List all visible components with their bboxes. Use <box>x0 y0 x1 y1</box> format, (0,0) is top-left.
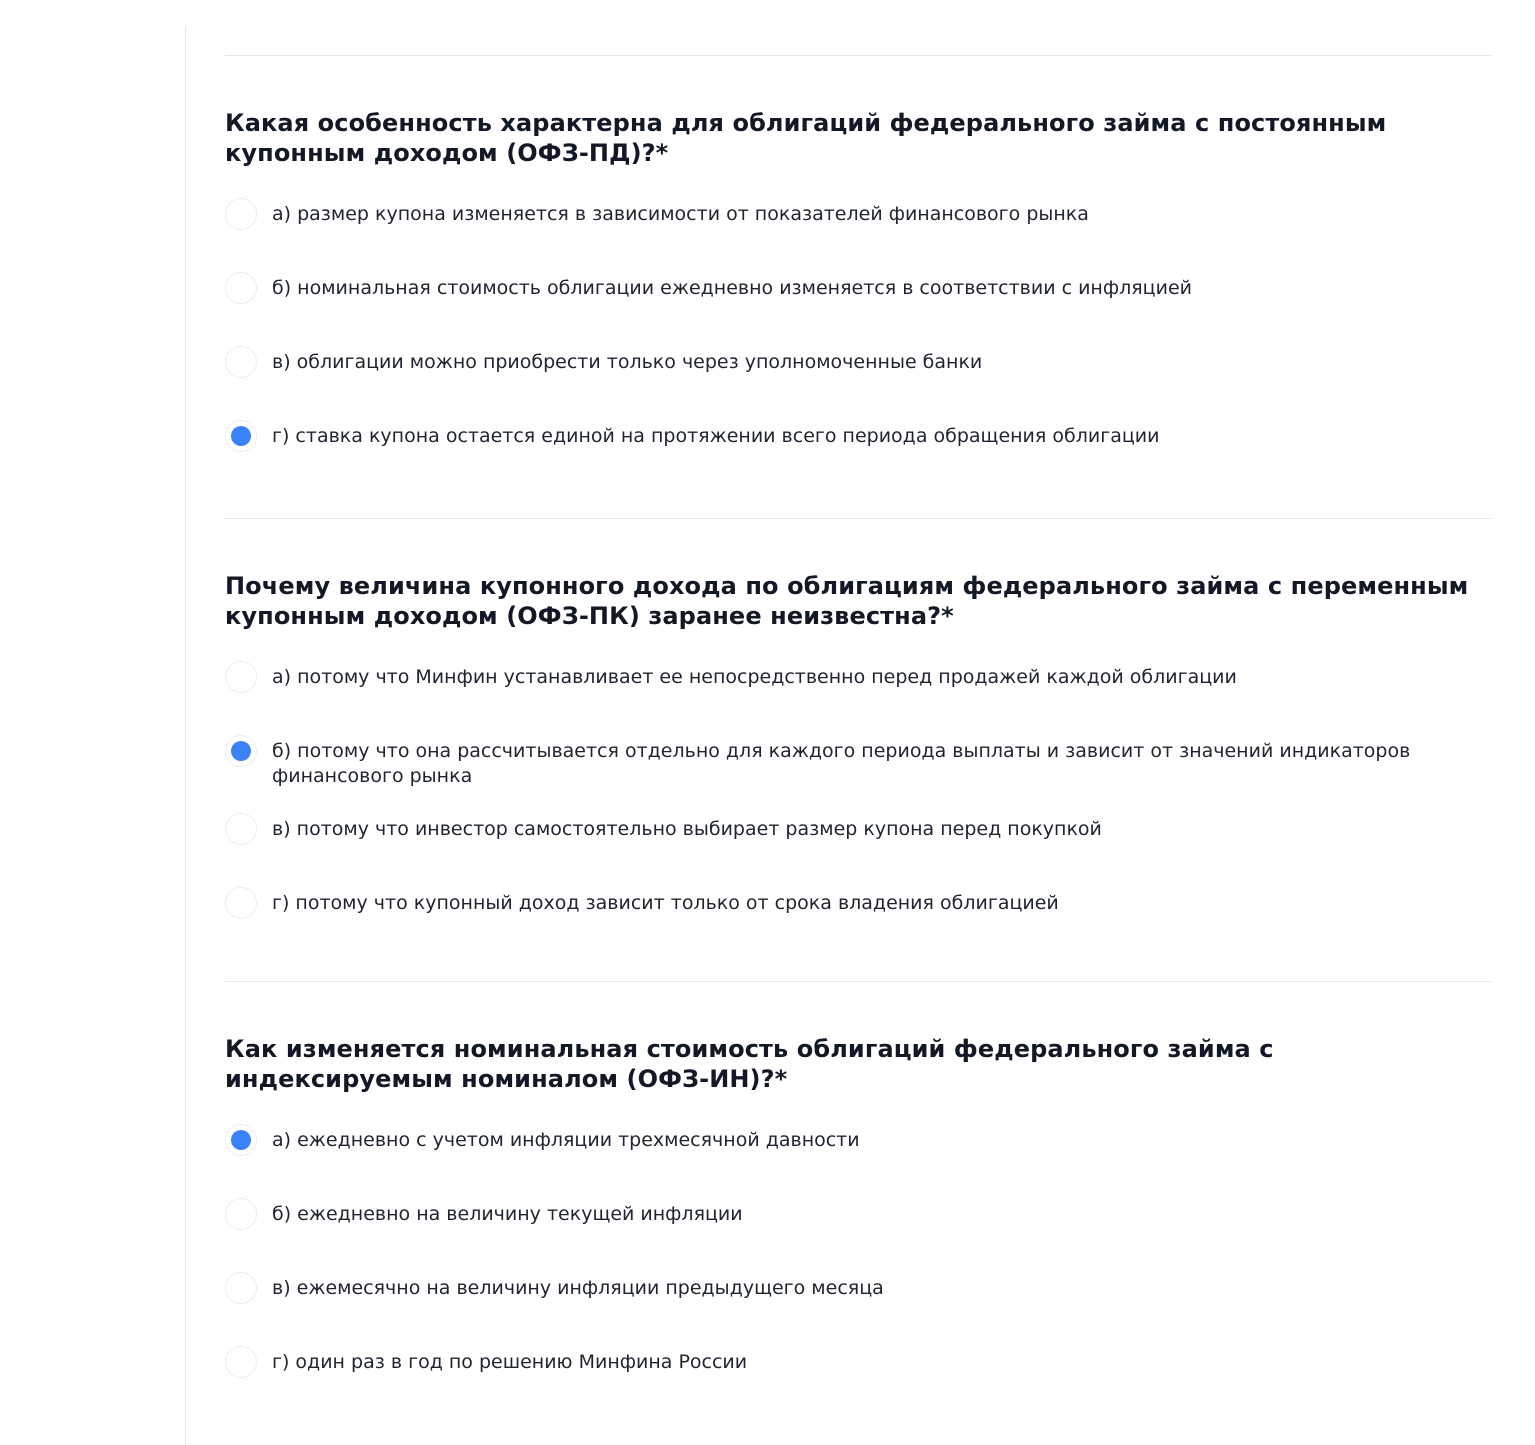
radio-button[interactable] <box>225 346 257 378</box>
quiz-content <box>225 55 1491 1391</box>
option-label: а) ежедневно с учетом инфляции трехмесячной давности <box>272 1129 860 1151</box>
option-label: г) потому что купонный доход зависит только от срока владения облигацией <box>272 892 1059 914</box>
radio-button[interactable] <box>225 887 257 919</box>
option-b[interactable] <box>225 1198 1491 1272</box>
question-2 <box>225 518 1491 981</box>
option-label: б) потому что она рассчитывается отдельно для каждого периода выплаты и зависит от значений индикаторов финансового рынка <box>272 740 1411 787</box>
question-title: Какая особенность характерна для облигаций федерального займа с постоянным купонным доходом (ОФЗ-ПД)?* <box>225 109 1387 167</box>
option-label: в) потому что инвестор самостоятельно выбирает размер купона перед покупкой <box>272 818 1102 840</box>
option-label: г) ставка купона остается единой на протяжении всего периода обращения облигации <box>272 425 1160 447</box>
radio-button-selected[interactable] <box>225 1124 257 1156</box>
radio-button[interactable] <box>225 1198 257 1230</box>
option-v[interactable] <box>225 813 1491 887</box>
option-b[interactable] <box>225 735 1491 813</box>
option-b[interactable] <box>225 272 1491 346</box>
option-label: г) один раз в год по решению Минфина России <box>272 1351 748 1373</box>
radio-button[interactable] <box>225 813 257 845</box>
options-list <box>225 1124 1491 1420</box>
option-g[interactable] <box>225 887 1491 961</box>
option-label: а) размер купона изменяется в зависимости от показателей финансового рынка <box>272 203 1089 225</box>
question-title: Как изменяется номинальная стоимость облигаций федерального займа с индексируемым номиналом (ОФЗ-ИН)?* <box>225 1035 1274 1093</box>
option-label: в) ежемесячно на величину инфляции предыдущего месяца <box>272 1277 884 1299</box>
question-1 <box>225 55 1491 518</box>
radio-button-selected[interactable] <box>225 420 257 452</box>
radio-button-selected[interactable] <box>225 735 257 767</box>
left-rail-divider <box>185 26 186 1445</box>
radio-button[interactable] <box>225 661 257 693</box>
option-label: в) облигации можно приобрести только через уполномоченные банки <box>272 351 983 373</box>
option-label: б) номинальная стоимость облигации ежедневно изменяется в соответствии с инфляцией <box>272 277 1192 299</box>
option-label: а) потому что Минфин устанавливает ее непосредственно перед продажей каждой облигации <box>272 666 1237 688</box>
radio-button[interactable] <box>225 272 257 304</box>
option-label: б) ежедневно на величину текущей инфляции <box>272 1203 743 1225</box>
radio-button[interactable] <box>225 1346 257 1378</box>
question-title: Почему величина купонного дохода по облигациям федерального займа с переменным купонным доходом (ОФЗ-ПК) заранее неизвестна?* <box>225 572 1469 630</box>
option-a[interactable] <box>225 661 1491 735</box>
options-list <box>225 198 1491 494</box>
radio-button[interactable] <box>225 198 257 230</box>
question-3 <box>225 981 1491 1391</box>
option-a[interactable] <box>225 1124 1491 1198</box>
options-list <box>225 661 1491 961</box>
option-v[interactable] <box>225 346 1491 420</box>
option-a[interactable] <box>225 198 1491 272</box>
option-g[interactable] <box>225 1346 1491 1420</box>
option-v[interactable] <box>225 1272 1491 1346</box>
option-g[interactable] <box>225 420 1491 494</box>
radio-button[interactable] <box>225 1272 257 1304</box>
